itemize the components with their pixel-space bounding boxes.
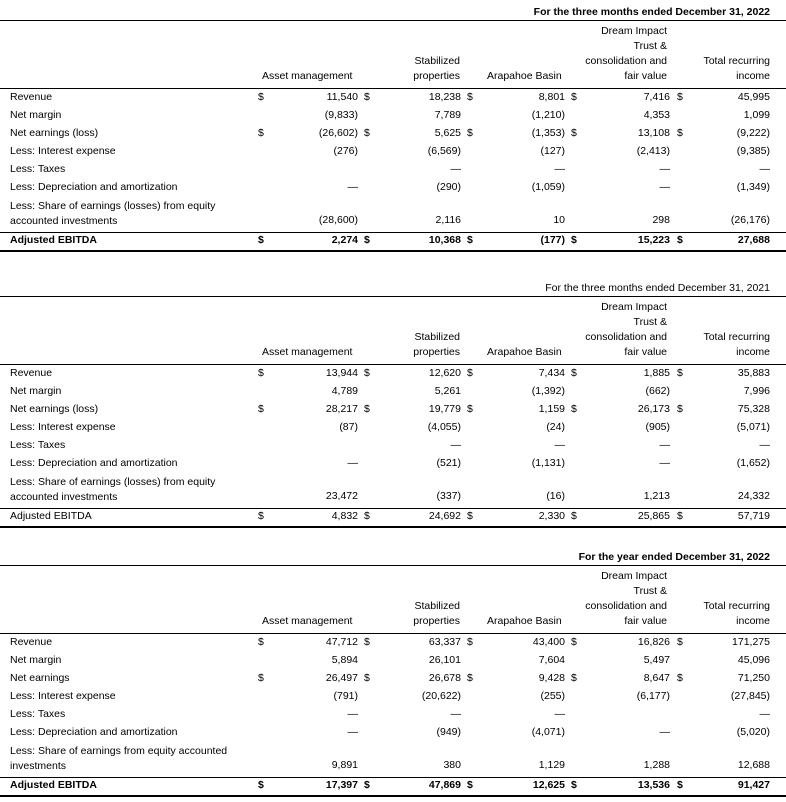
col-header-asset-management: Asset management [262,615,353,627]
cell-arapahoe-basin: — [554,163,565,175]
currency-symbol: $ [571,234,577,246]
cell-arapahoe-basin: (1,131) [531,457,565,469]
row-label: Net earnings (loss) [10,403,99,415]
row-label: Revenue [10,367,53,379]
cell-dream-impact: 7,416 [643,91,670,103]
section-title-row [0,280,786,297]
currency-symbol: $ [571,367,577,379]
col-header-line: properties [413,615,460,627]
cell-arapahoe-basin: (1,353) [531,127,565,139]
table-row [0,125,786,143]
currency-symbol: $ [258,127,264,139]
cell-dream-impact: 13,536 [637,779,670,791]
cell-total-recurring: (5,071) [736,421,770,433]
currency-symbol: $ [467,672,473,684]
row-label: Net earnings (loss) [10,127,99,139]
row-label: Less: Depreciation and amortization [10,457,178,469]
total-top-border [0,777,786,778]
currency-symbol: $ [677,367,683,379]
col-header-line: properties [413,70,460,82]
cell-total-recurring: (9,385) [736,145,770,157]
total-row [0,508,786,526]
cell-dream-impact: 26,173 [637,403,670,415]
currency-symbol: $ [364,127,370,139]
cell-stabilized-properties: 18,238 [428,91,461,103]
section-title: For the three months ended December 31, 2022 [533,6,770,18]
cell-total-recurring: 45,096 [737,654,770,666]
cell-stabilized-properties: 10,368 [428,234,461,246]
currency-symbol: $ [364,779,370,791]
section-title: For the three months ended December 31, 2021 [545,282,770,294]
col-header-dream-impact [585,300,667,360]
cell-arapahoe-basin: (177) [540,234,565,246]
currency-symbol: $ [571,636,577,648]
cell-total-recurring: (9,222) [736,127,770,139]
col-header-total-recurring [703,54,770,84]
cell-total-recurring: 91,427 [737,779,770,791]
cell-asset-management: (28,600) [318,214,358,226]
col-header-total-recurring [703,330,770,360]
col-header-asset-management: Asset management [262,346,353,358]
cell-asset-management: — [347,181,358,193]
cell-arapahoe-basin: (1,059) [531,181,565,193]
table-row [0,365,786,383]
cell-arapahoe-basin: 8,801 [538,91,565,103]
column-headers [0,569,786,633]
col-header-line: properties [413,346,460,358]
currency-symbol: $ [677,672,683,684]
currency-symbol: $ [677,127,683,139]
cell-total-recurring: 12,688 [737,759,770,771]
currency-symbol: $ [467,403,473,415]
currency-symbol: $ [467,636,473,648]
total-top-border [0,232,786,233]
table-row [0,437,786,455]
cell-asset-management: 2,274 [331,234,358,246]
col-header-arapahoe-basin: Arapahoe Basin [487,346,562,358]
table-row [0,724,786,742]
cell-stabilized-properties: 380 [443,759,461,771]
cell-dream-impact: (662) [645,385,670,397]
cell-stabilized-properties: — [450,163,461,175]
row-label: Less: Share of earnings (losses) from equity [10,200,216,212]
row-label: Less: Interest expense [10,690,116,702]
currency-symbol: $ [677,779,683,791]
total-bottom-border [0,250,786,252]
col-header-arapahoe-basin: Arapahoe Basin [487,615,562,627]
cell-stabilized-properties: 26,101 [428,654,461,666]
col-header-line: consolidation and [585,331,667,343]
col-header-line: Stabilized [414,331,460,343]
col-header-line: fair value [624,346,667,358]
col-header-line: Dream Impact [601,570,667,582]
cell-stabilized-properties: 7,789 [434,109,461,121]
cell-stabilized-properties: (521) [436,457,461,469]
row-label: Less: Interest expense [10,145,116,157]
column-headers [0,300,786,364]
cell-arapahoe-basin: (127) [540,145,565,157]
col-header-line: Total recurring [703,600,770,612]
cell-arapahoe-basin: 1,159 [538,403,565,415]
currency-symbol: $ [364,636,370,648]
table-row [0,161,786,179]
cell-asset-management: 5,894 [331,654,358,666]
col-header-line: fair value [624,70,667,82]
cell-dream-impact: 8,647 [643,672,670,684]
col-header-line: Total recurring [703,55,770,67]
col-header-line: Dream Impact [601,25,667,37]
cell-dream-impact: 16,826 [637,636,670,648]
cell-asset-management: 23,472 [325,490,358,502]
cell-dream-impact: 1,213 [643,490,670,502]
currency-symbol: $ [258,636,264,648]
table-row [0,706,786,724]
cell-arapahoe-basin: (24) [546,421,565,433]
cell-total-recurring: 24,332 [737,490,770,502]
col-header-line: Stabilized [414,55,460,67]
currency-symbol: $ [258,510,264,522]
table-row [0,634,786,652]
cell-dream-impact: (905) [645,421,670,433]
cell-arapahoe-basin: 7,434 [538,367,565,379]
cell-total-recurring: (1,652) [736,457,770,469]
table-row [0,670,786,688]
total-row [0,232,786,250]
currency-symbol: $ [571,403,577,415]
currency-symbol: $ [677,91,683,103]
row-label: Less: Taxes [10,163,66,175]
cell-arapahoe-basin: 1,129 [538,759,565,771]
cell-dream-impact: 13,108 [637,127,670,139]
cell-arapahoe-basin: — [554,439,565,451]
cell-total-recurring: 71,250 [737,672,770,684]
col-header-dream-impact [585,569,667,629]
cell-arapahoe-basin: (4,071) [531,726,565,738]
cell-total-recurring: 75,328 [737,403,770,415]
cell-asset-management: 11,540 [326,91,358,103]
currency-symbol: $ [467,234,473,246]
cell-stabilized-properties: 63,337 [428,636,461,648]
cell-asset-management: 4,789 [331,385,358,397]
cell-dream-impact: 1,885 [643,367,670,379]
row-label: accounted investments [10,215,118,227]
col-header-total-recurring [703,599,770,629]
cell-total-recurring: — [759,439,770,451]
table-row [0,383,786,401]
cell-stabilized-properties: (337) [436,490,461,502]
section-title-row [0,549,786,566]
currency-symbol: $ [364,510,370,522]
row-label: Revenue [10,636,53,648]
row-label: Less: Interest expense [10,421,116,433]
row-label: Less: Depreciation and amortization [10,726,178,738]
table-row [0,143,786,161]
cell-stabilized-properties: 5,625 [434,127,461,139]
table-row [0,688,786,706]
row-label: Net margin [10,654,62,666]
currency-symbol: $ [571,127,577,139]
table-row [0,742,786,776]
cell-stabilized-properties: (290) [436,181,461,193]
col-header-line: Trust & [633,585,667,597]
cell-asset-management: 26,497 [325,672,358,684]
row-label: Less: Taxes [10,708,66,720]
currency-symbol: $ [467,779,473,791]
row-label: Adjusted EBITDA [10,510,92,522]
column-headers [0,24,786,88]
cell-asset-management: 9,891 [331,759,358,771]
row-label: Net margin [10,109,62,121]
table-row [0,652,786,670]
col-header-line: consolidation and [585,55,667,67]
cell-arapahoe-basin: — [554,708,565,720]
total-top-border [0,508,786,509]
row-label: accounted investments [10,491,118,503]
col-header-line: Dream Impact [601,301,667,313]
col-header-stabilized-properties [413,54,460,84]
cell-stabilized-properties: 12,620 [428,367,461,379]
currency-symbol: $ [258,91,264,103]
currency-symbol: $ [467,127,473,139]
currency-symbol: $ [677,234,683,246]
row-label: Net earnings [10,672,70,684]
cell-arapahoe-basin: (255) [540,690,565,702]
table-row [0,89,786,107]
row-label: Less: Share of earnings from equity accounted [10,745,228,757]
cell-total-recurring: (27,845) [730,690,770,702]
total-bottom-border [0,526,786,528]
currency-symbol: $ [467,91,473,103]
cell-asset-management: 4,832 [331,510,358,522]
table-row [0,455,786,473]
section-title: For the year ended December 31, 2022 [578,551,770,563]
cell-stabilized-properties: 5,261 [434,385,461,397]
cell-stabilized-properties: 24,692 [428,510,461,522]
currency-symbol: $ [364,672,370,684]
cell-asset-management: (26,602) [318,127,358,139]
col-header-line: income [736,615,770,627]
currency-symbol: $ [677,636,683,648]
cell-total-recurring: (5,020) [736,726,770,738]
row-label: Revenue [10,91,53,103]
col-header-asset-management: Asset management [262,70,353,82]
cell-total-recurring: 27,688 [737,234,770,246]
currency-symbol: $ [571,779,577,791]
cell-asset-management: 17,397 [325,779,358,791]
currency-symbol: $ [364,367,370,379]
cell-arapahoe-basin: 9,428 [538,672,565,684]
col-header-line: Trust & [633,316,667,328]
cell-arapahoe-basin: 2,330 [538,510,565,522]
cell-asset-management: (276) [333,145,358,157]
cell-dream-impact: — [659,181,670,193]
col-header-arapahoe-basin: Arapahoe Basin [487,70,562,82]
cell-stabilized-properties: 2,116 [435,214,461,226]
cell-stabilized-properties: (20,622) [421,690,461,702]
row-label: Adjusted EBITDA [10,234,97,246]
cell-dream-impact: — [659,457,670,469]
cell-stabilized-properties: — [450,708,461,720]
cell-total-recurring: 171,275 [732,636,770,648]
cell-stabilized-properties: 47,869 [428,779,461,791]
table-row [0,419,786,437]
cell-dream-impact: — [659,163,670,175]
total-row [0,777,786,795]
cell-stabilized-properties: 26,678 [428,672,461,684]
row-label: Less: Taxes [10,439,66,451]
section-title-row [0,4,786,21]
col-header-stabilized-properties [413,330,460,360]
col-header-line: Trust & [633,40,667,52]
currency-symbol: $ [364,403,370,415]
col-header-line: income [736,70,770,82]
cell-total-recurring: — [759,163,770,175]
cell-dream-impact: (6,177) [636,690,670,702]
cell-dream-impact: 5,497 [643,654,670,666]
cell-total-recurring: 45,995 [737,91,770,103]
cell-dream-impact: 4,353 [643,109,670,121]
cell-arapahoe-basin: 43,400 [532,636,565,648]
currency-symbol: $ [677,510,683,522]
col-header-stabilized-properties [413,599,460,629]
currency-symbol: $ [258,672,264,684]
currency-symbol: $ [571,91,577,103]
col-header-line: fair value [624,615,667,627]
cell-arapahoe-basin: 10 [553,214,565,226]
col-header-line: income [736,346,770,358]
cell-asset-management: 13,944 [325,367,358,379]
cell-stabilized-properties: 19,779 [428,403,461,415]
currency-symbol: $ [571,672,577,684]
col-header-line: Stabilized [414,600,460,612]
cell-asset-management: (87) [339,421,358,433]
currency-symbol: $ [364,91,370,103]
currency-symbol: $ [258,367,264,379]
cell-total-recurring: 1,099 [743,109,770,121]
cell-stabilized-properties: (6,569) [427,145,461,157]
cell-asset-management: 47,712 [325,636,358,648]
cell-arapahoe-basin: 12,625 [532,779,565,791]
cell-total-recurring: 7,996 [743,385,770,397]
cell-dream-impact: 298 [652,214,670,226]
cell-stabilized-properties: — [450,439,461,451]
cell-stabilized-properties: (949) [436,726,461,738]
cell-dream-impact: 15,223 [637,234,670,246]
row-label: Less: Share of earnings (losses) from equity [10,476,216,488]
cell-asset-management: (791) [333,690,358,702]
cell-total-recurring: (26,176) [730,214,770,226]
cell-arapahoe-basin: (1,392) [531,385,565,397]
cell-dream-impact: — [659,726,670,738]
currency-symbol: $ [258,234,264,246]
cell-dream-impact: 25,865 [637,510,670,522]
cell-dream-impact: 1,288 [643,759,670,771]
row-label: Less: Depreciation and amortization [10,181,178,193]
cell-asset-management: — [347,726,358,738]
col-header-line: consolidation and [585,600,667,612]
cell-arapahoe-basin: (16) [546,490,565,502]
currency-symbol: $ [467,510,473,522]
cell-asset-management: (9,833) [324,109,358,121]
col-header-line: Total recurring [703,331,770,343]
currency-symbol: $ [258,779,264,791]
total-bottom-border [0,795,786,797]
currency-symbol: $ [258,403,264,415]
cell-total-recurring: 35,883 [737,367,770,379]
row-label: Net margin [10,385,62,397]
cell-asset-management: 28,217 [325,403,358,415]
cell-total-recurring: — [759,708,770,720]
cell-arapahoe-basin: 7,604 [538,654,565,666]
cell-dream-impact: — [659,439,670,451]
table-row [0,107,786,125]
row-label: Adjusted EBITDA [10,779,97,791]
cell-total-recurring: (1,349) [736,181,770,193]
currency-symbol: $ [364,234,370,246]
cell-arapahoe-basin: (1,210) [531,109,565,121]
table-row [0,473,786,507]
cell-total-recurring: 57,719 [737,510,770,522]
cell-stabilized-properties: (4,055) [427,421,461,433]
cell-asset-management: — [347,708,358,720]
currency-symbol: $ [467,367,473,379]
table-row [0,401,786,419]
cell-asset-management: — [347,457,358,469]
table-row [0,197,786,231]
cell-dream-impact: (2,413) [636,145,670,157]
col-header-dream-impact [585,24,667,84]
row-label: investments [10,760,67,772]
currency-symbol: $ [677,403,683,415]
table-row [0,179,786,197]
currency-symbol: $ [571,510,577,522]
